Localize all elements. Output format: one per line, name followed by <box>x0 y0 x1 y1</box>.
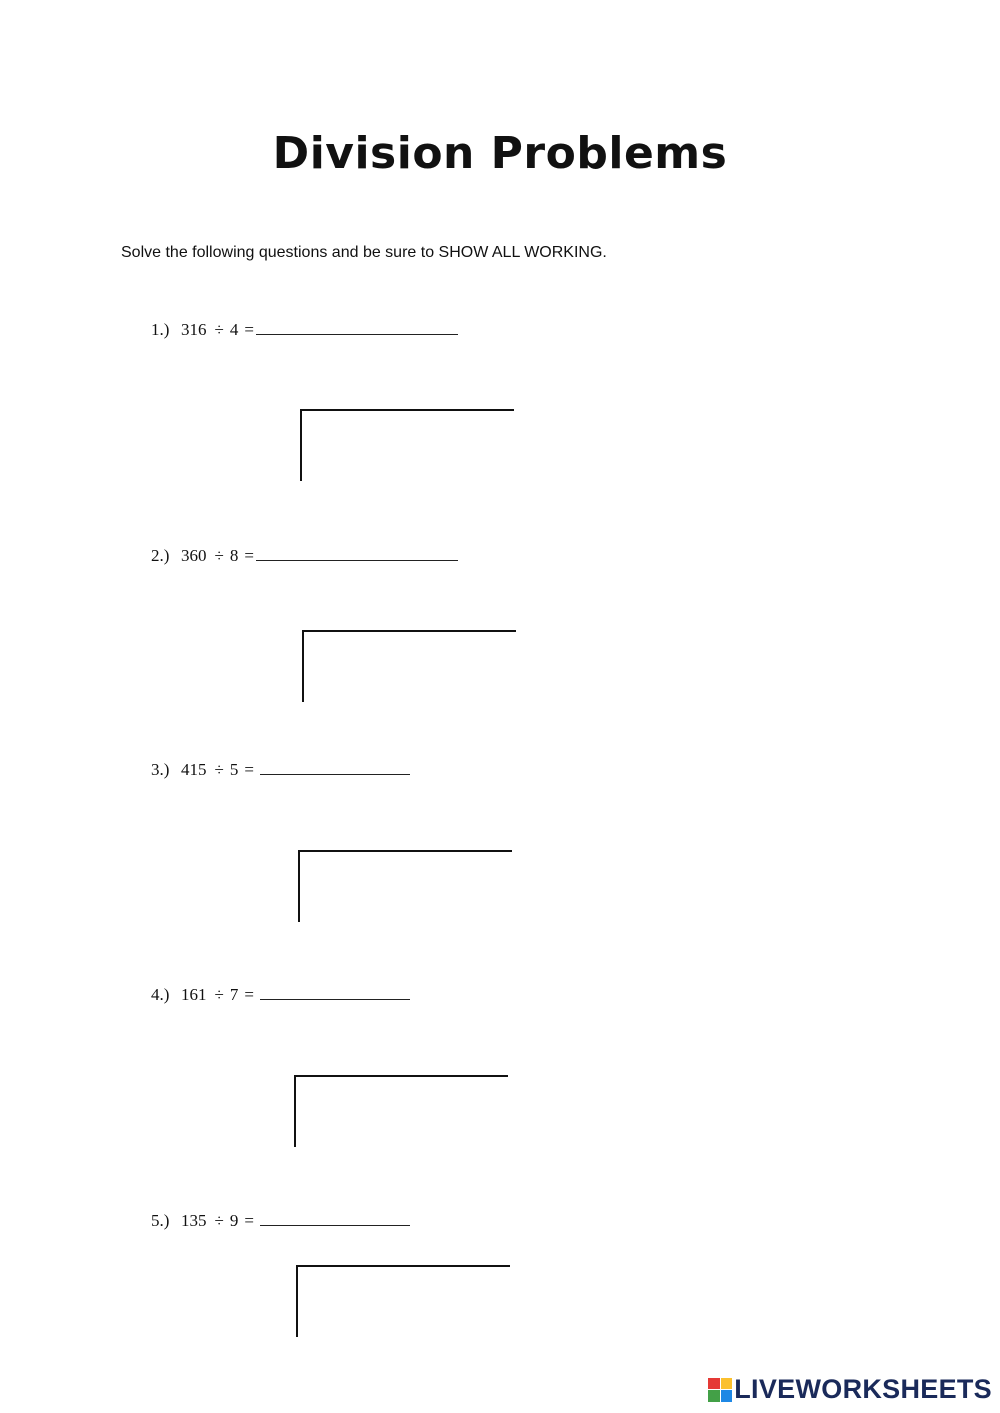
instructions-text: Solve the following questions and be sure to SHOW ALL WORKING. <box>121 244 607 261</box>
logo-square-green <box>708 1390 720 1402</box>
question-number: 3.) <box>151 760 170 779</box>
dividend: 316 <box>181 320 207 339</box>
divisor: 5 <box>229 760 239 779</box>
equals-sign: = <box>244 1211 254 1230</box>
question-number: 5.) <box>151 1211 170 1230</box>
long-division-bracket-1[interactable] <box>300 409 514 481</box>
page-title: Division Problems <box>272 128 728 179</box>
division-sign: ÷ <box>214 985 224 1004</box>
long-division-bracket-2[interactable] <box>302 630 516 702</box>
liveworksheets-logo <box>708 1374 992 1405</box>
division-sign: ÷ <box>214 320 224 339</box>
divisor: 4 <box>229 320 239 339</box>
brand-text: LIVEWORKSHEETS <box>734 1374 992 1404</box>
divisor: 8 <box>229 546 239 565</box>
dividend: 161 <box>181 985 207 1004</box>
equals-sign: = <box>244 985 254 1004</box>
dividend: 360 <box>181 546 207 565</box>
division-sign: ÷ <box>214 1211 224 1230</box>
question-number: 2.) <box>151 546 170 565</box>
equals-sign: = <box>244 320 254 339</box>
equals-sign: = <box>244 760 254 779</box>
division-sign: ÷ <box>214 760 224 779</box>
liveworksheets-icon <box>708 1378 732 1402</box>
question-number: 4.) <box>151 985 170 1004</box>
division-sign: ÷ <box>214 546 224 565</box>
equals-sign: = <box>244 546 254 565</box>
question-5 <box>151 1211 410 1231</box>
logo-square-red <box>708 1378 720 1390</box>
long-division-bracket-4[interactable] <box>294 1075 508 1147</box>
dividend: 415 <box>181 760 207 779</box>
logo-square-yellow <box>721 1378 733 1390</box>
long-division-bracket-5[interactable] <box>296 1265 510 1337</box>
question-4 <box>151 985 410 1005</box>
answer-blank[interactable] <box>260 1211 410 1226</box>
question-number: 1.) <box>151 320 170 339</box>
answer-blank[interactable] <box>256 320 458 335</box>
long-division-bracket-3[interactable] <box>298 850 512 922</box>
question-3 <box>151 760 410 780</box>
dividend: 135 <box>181 1211 207 1230</box>
divisor: 7 <box>229 985 239 1004</box>
question-1 <box>151 320 458 340</box>
divisor: 9 <box>229 1211 239 1230</box>
logo-square-blue <box>721 1390 733 1402</box>
answer-blank[interactable] <box>256 546 458 561</box>
answer-blank[interactable] <box>260 760 410 775</box>
answer-blank[interactable] <box>260 985 410 1000</box>
question-2 <box>151 546 458 566</box>
